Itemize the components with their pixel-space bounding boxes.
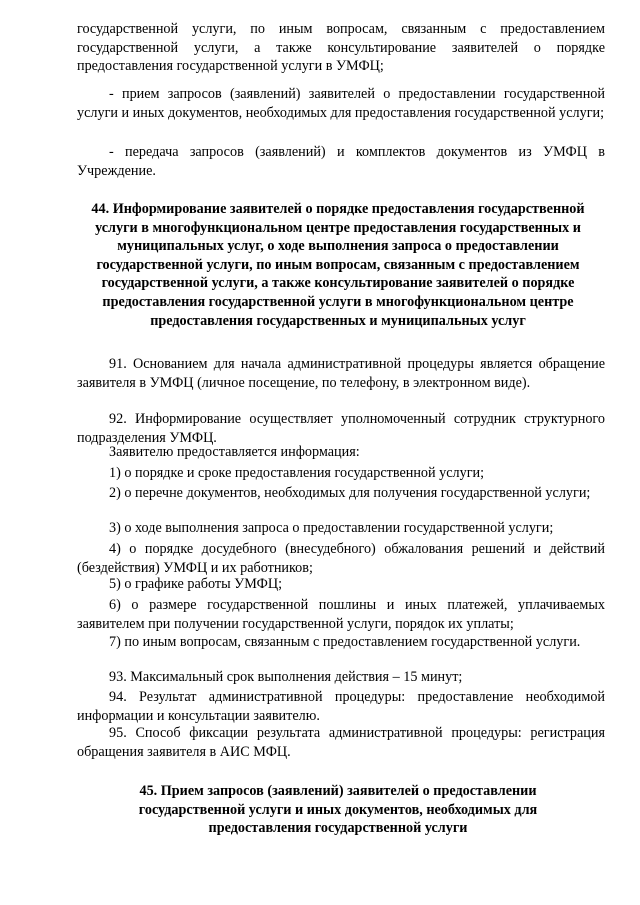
list-item-7: 7) по иным вопросам, связанным с предоставлением государственной услуги. — [109, 634, 581, 650]
list-item-5: 5) о графике работы УМФЦ; — [109, 576, 283, 592]
list-item-2: 2) о перечне документов, необходимых для получения государственной услуги; — [109, 485, 591, 501]
paragraph-bullet-reception: - прием запросов (заявлений) заявителей о предоставлении государственной услуги и иных документов, необходимых для предоставления государственной услуги; — [77, 86, 605, 121]
paragraph-94: 94. Результат административной процедуры: предоставление необходимой информации и консультации заявителю. — [77, 689, 605, 724]
section-45-heading: 45. Прием запросов (заявлений) заявителей о предоставлении государственной услуги и иных документов, необходимых для предоставления государственной услуги — [138, 783, 538, 837]
paragraph-92: 92. Информирование осуществляет уполномоченный сотрудник структурного подразделения УМФЦ. — [77, 411, 605, 446]
paragraph-93: 93. Максимальный срок выполнения действия – 15 минут; — [109, 669, 463, 685]
paragraph-info-intro: Заявителю предоставляется информация: — [109, 444, 360, 460]
section-44-heading: 44. Информирование заявителей о порядке предоставления государственной услуги в многофункциональном центре предоставления государственных и муниципальных услуг, о ходе выполнения запроса о предоставлении государственной услуги, по иным вопросам, связанным с предоставлением государственной услуги, а также консультирование заявителей о порядке предоставления государственной услуги в многофункциональном центре предоставления государственных и муниципальных услуг — [91, 201, 585, 329]
list-item-3: 3) о ходе выполнения запроса о предоставлении государственной услуги; — [109, 520, 554, 536]
paragraph-95: 95. Способ фиксации результата административной процедуры: регистрация обращения заявителя в АИС МФЦ. — [77, 725, 605, 760]
paragraph-continuation: государственной услуги, по иным вопросам, связанным с предоставлением государственной услуги, а также консультирование заявителей о порядке предоставления государственной услуги в УМФЦ; — [77, 21, 605, 75]
list-item-6: 6) о размере государственной пошлины и иных платежей, уплачиваемых заявителем при получении государственной услуги, порядок их уплаты; — [77, 597, 605, 632]
list-item-1: 1) о порядке и сроке предоставления государственной услуги; — [109, 465, 485, 481]
list-item-4: 4) о порядке досудебного (внесудебного) обжалования решений и действий (бездействия) УМФЦ и их работников; — [77, 541, 605, 576]
paragraph-91: 91. Основанием для начала административной процедуры является обращение заявителя в УМФЦ (личное посещение, по телефону, в электронном виде). — [77, 356, 605, 391]
paragraph-bullet-transfer: - передача запросов (заявлений) и комплектов документов из УМФЦ в Учреждение. — [77, 144, 605, 179]
